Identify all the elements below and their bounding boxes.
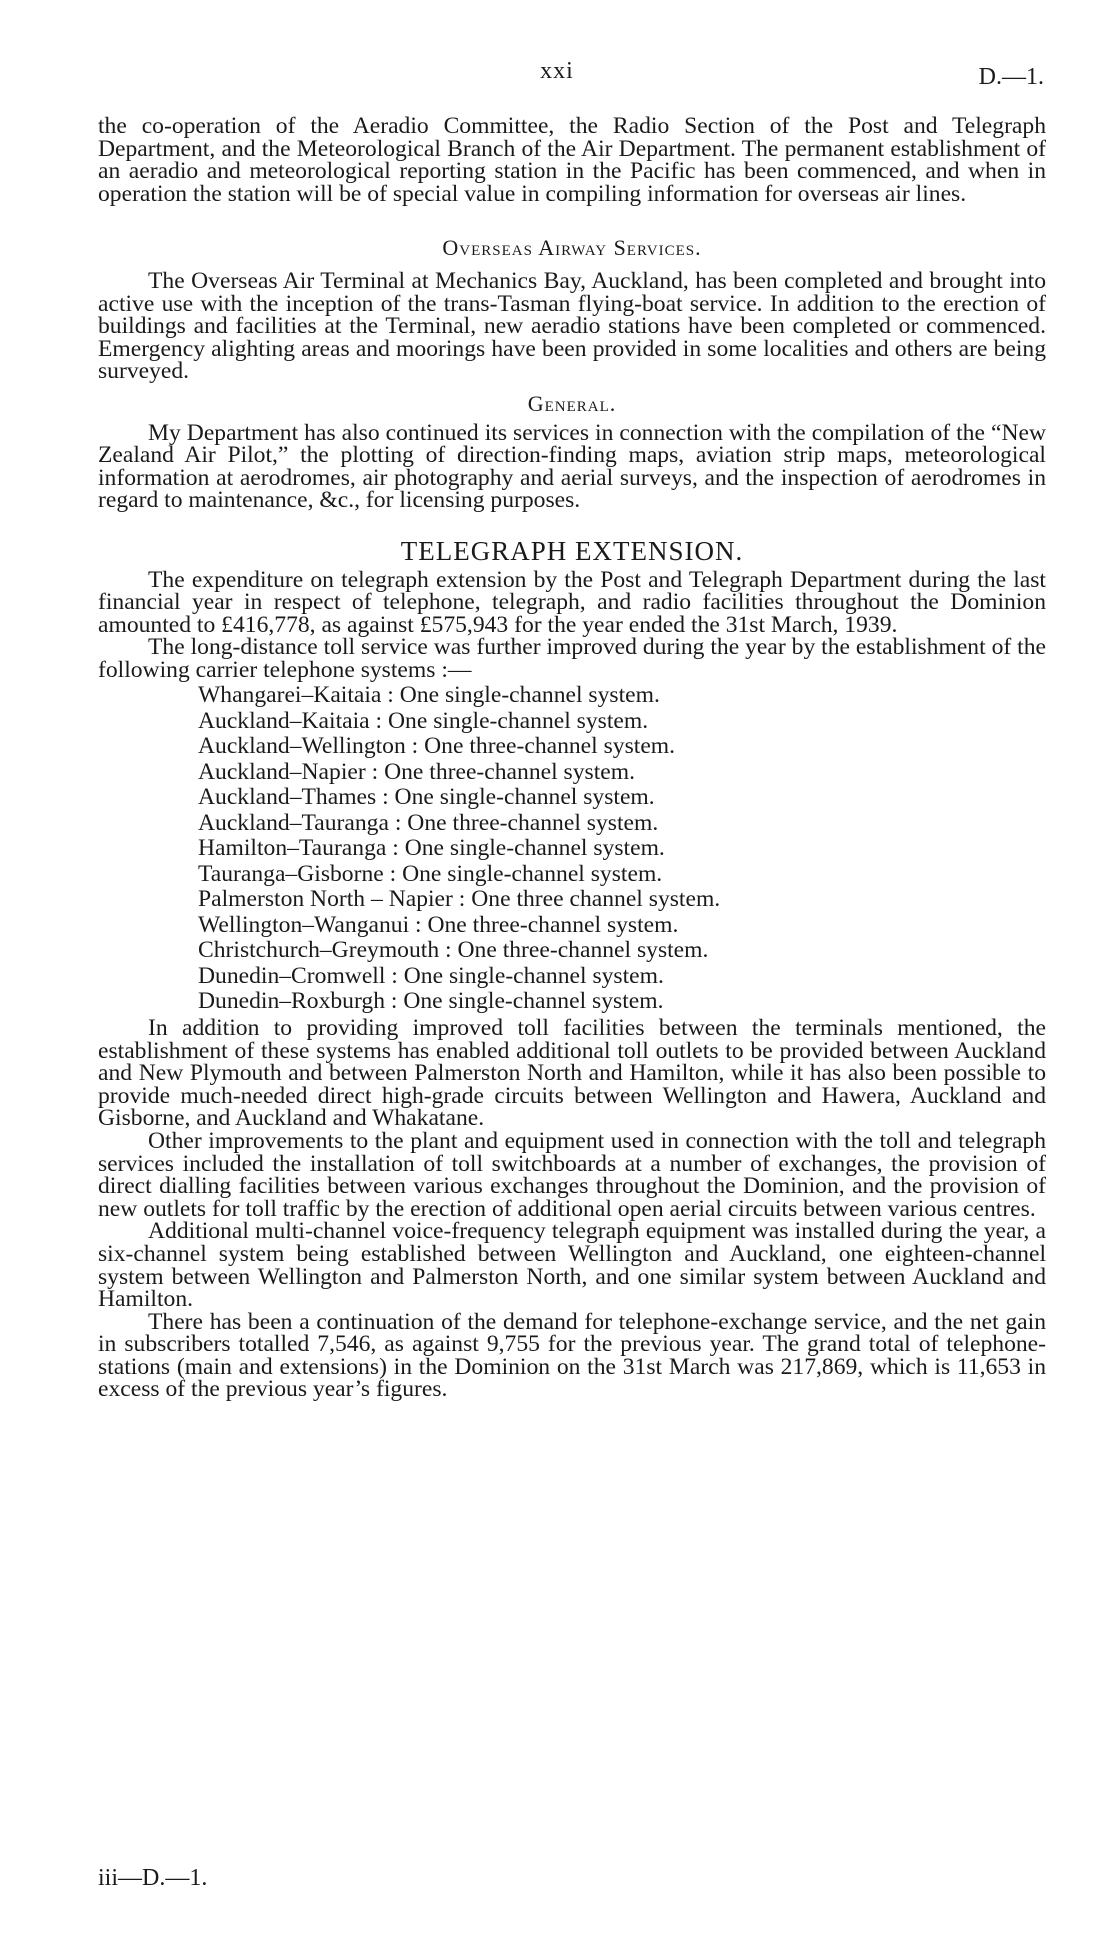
list-item: Dunedin–Roxburgh : One single-channel system.: [198, 988, 664, 1015]
footer-signature-mark: iii—D.—1.: [98, 1865, 208, 1891]
telegraph-paragraph-toll-service: The long-distance toll service was further improved during the year by the establishment of the following carrier telephone systems :—: [98, 634, 1046, 683]
list-item: Auckland–Napier : One three-channel system.: [198, 758, 635, 785]
list-item: Wellington–Wanganui : One three-channel system.: [198, 911, 679, 938]
overseas-heading: Overseas Airway Services.: [442, 235, 702, 261]
telegraph-heading: TELEGRAPH EXTENSION.: [400, 535, 744, 566]
list-item: Auckland–Wellington : One three-channel system.: [198, 733, 676, 760]
telegraph-paragraph-expenditure: The expenditure on telegraph extension by the Post and Telegraph Department during the last financial year in respect of telephone, telegraph, and radio facilities throughout the Dominion amounted to £416,778, as against £575,943 for the year ended the 31st March, 1939.: [98, 566, 1046, 638]
telegraph-paragraph-improvements: Other improvements to the plant and equipment used in connection with the toll and telegraph services included the installation of toll switchboards at a number of exchanges, the provision of direct dialling facilities between various exchanges throughout the Dominion, and the provision of new outlets for toll traffic by the erection of additional open aerial circuits between various centres.: [98, 1127, 1046, 1222]
list-item: Whangarei–Kaitaia : One single-channel system.: [198, 682, 660, 709]
intro-paragraph: the co-operation of the Aeradio Committee, the Radio Section of the Post and Telegraph Department, and the Meteorological Branch of the Air Department. The permanent establishment of an aeradio and meteorological reporting station in the Pacific has been commenced, and when in operation the station will be of special value in compiling information for overseas air lines.: [98, 113, 1046, 207]
general-heading: General.: [527, 390, 617, 416]
document-reference: D.—1.: [978, 64, 1044, 90]
page-number: xxi: [540, 58, 574, 84]
list-item: Christchurch–Greymouth : One three-channel system.: [198, 937, 709, 964]
list-item: Tauranga–Gisborne : One single-channel system.: [198, 860, 663, 887]
list-item: Dunedin–Cromwell : One single-channel system.: [198, 962, 664, 989]
telegraph-paragraph-toll-outlets: In addition to providing improved toll facilities between the terminals mentioned, the establishment of these systems has enabled additional toll outlets to be provided between Auckland and New Plymouth and between Palmerston North and Hamilton, while it has also been possible to provide much-needed direct high-grade circuits between Wellington and Hawera, Auckland and Gisborne, and Auckland and Whakatane.: [98, 1014, 1046, 1132]
list-item: Auckland–Kaitaia : One single-channel system.: [198, 707, 649, 734]
telegraph-paragraph-voice-frequency: Additional multi-channel voice-frequency telegraph equipment was installed during the year, a six-channel system being established between Wellington and Auckland, one eighteen-channel system between Wellington and Palmerston North, and one similar system between Auckland and Hamilton.: [98, 1218, 1046, 1313]
list-item: Auckland–Tauranga : One three-channel system.: [198, 809, 659, 836]
general-paragraph: My Department has also continued its services in connection with the compilation of the “New Zealand Air Pilot,” the plotting of direction-finding maps, aviation strip maps, meteorological information at aerodromes, air photography and aerial surveys, and the inspection of aerodromes in regard to maintenance, &c., for licensing purposes.: [98, 419, 1046, 514]
overseas-paragraph: The Overseas Air Terminal at Mechanics Bay, Auckland, has been completed and brought into active use with the inception of the trans-Tasman flying-boat service. In addition to the erection of buildings and facilities at the Terminal, new aeradio stations have been completed or commenced. Emergency alighting areas and moorings have been provided in some localities and others are being surveyed.: [98, 267, 1046, 385]
telegraph-paragraph-subscribers: There has been a continuation of the demand for telephone-exchange service, and the net gain in subscribers totalled 7,546, as against 9,755 for the previous year. The grand total of telephone-stations (main and extensions) in the Dominion on the 31st March was 217,869, which is 11,653 in excess of the previous year’s figures.: [98, 1308, 1046, 1403]
page-body: [98, 115, 1046, 1401]
carrier-systems-list: [198, 683, 1046, 1015]
list-item: Hamilton–Tauranga : One single-channel system.: [198, 835, 665, 862]
list-item: Palmerston North – Napier : One three channel system.: [198, 886, 721, 913]
list-item: Auckland–Thames : One single-channel system.: [198, 784, 655, 811]
